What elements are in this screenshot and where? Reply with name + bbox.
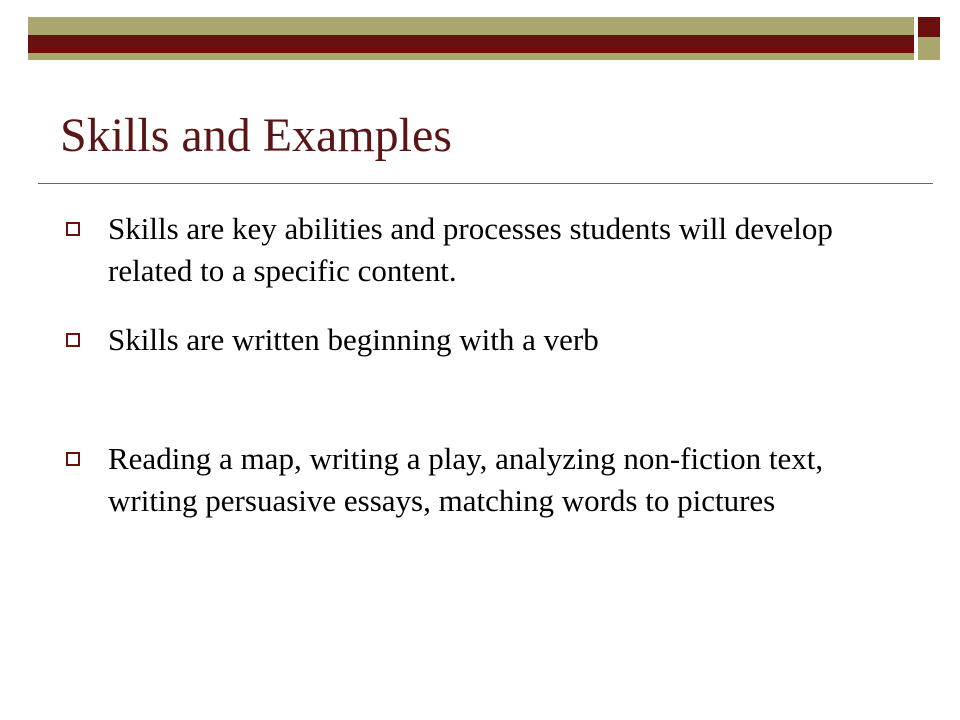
hollow-square-bullet-icon <box>66 452 80 466</box>
header-stripe-olive-top <box>28 17 914 35</box>
hollow-square-bullet-icon <box>66 222 80 236</box>
title-divider <box>38 183 933 184</box>
header-decoration-band <box>0 0 960 60</box>
header-stripe-maroon <box>28 35 914 53</box>
slide-title: Skills and Examples <box>60 109 452 162</box>
bullet-text: Reading a map, writing a play, analyzing non-fiction text, writing persuasive essays, matching words to pictures <box>108 441 824 518</box>
corner-block-olive <box>918 37 940 60</box>
bullet-text: Skills are written beginning with a verb <box>108 322 599 357</box>
bullet-text: Skills are key abilities and processes students will develop related to a specific content. <box>108 211 833 288</box>
corner-block-maroon <box>918 17 940 37</box>
header-stripe-olive-bottom <box>28 53 914 60</box>
hollow-square-bullet-icon <box>66 333 80 347</box>
